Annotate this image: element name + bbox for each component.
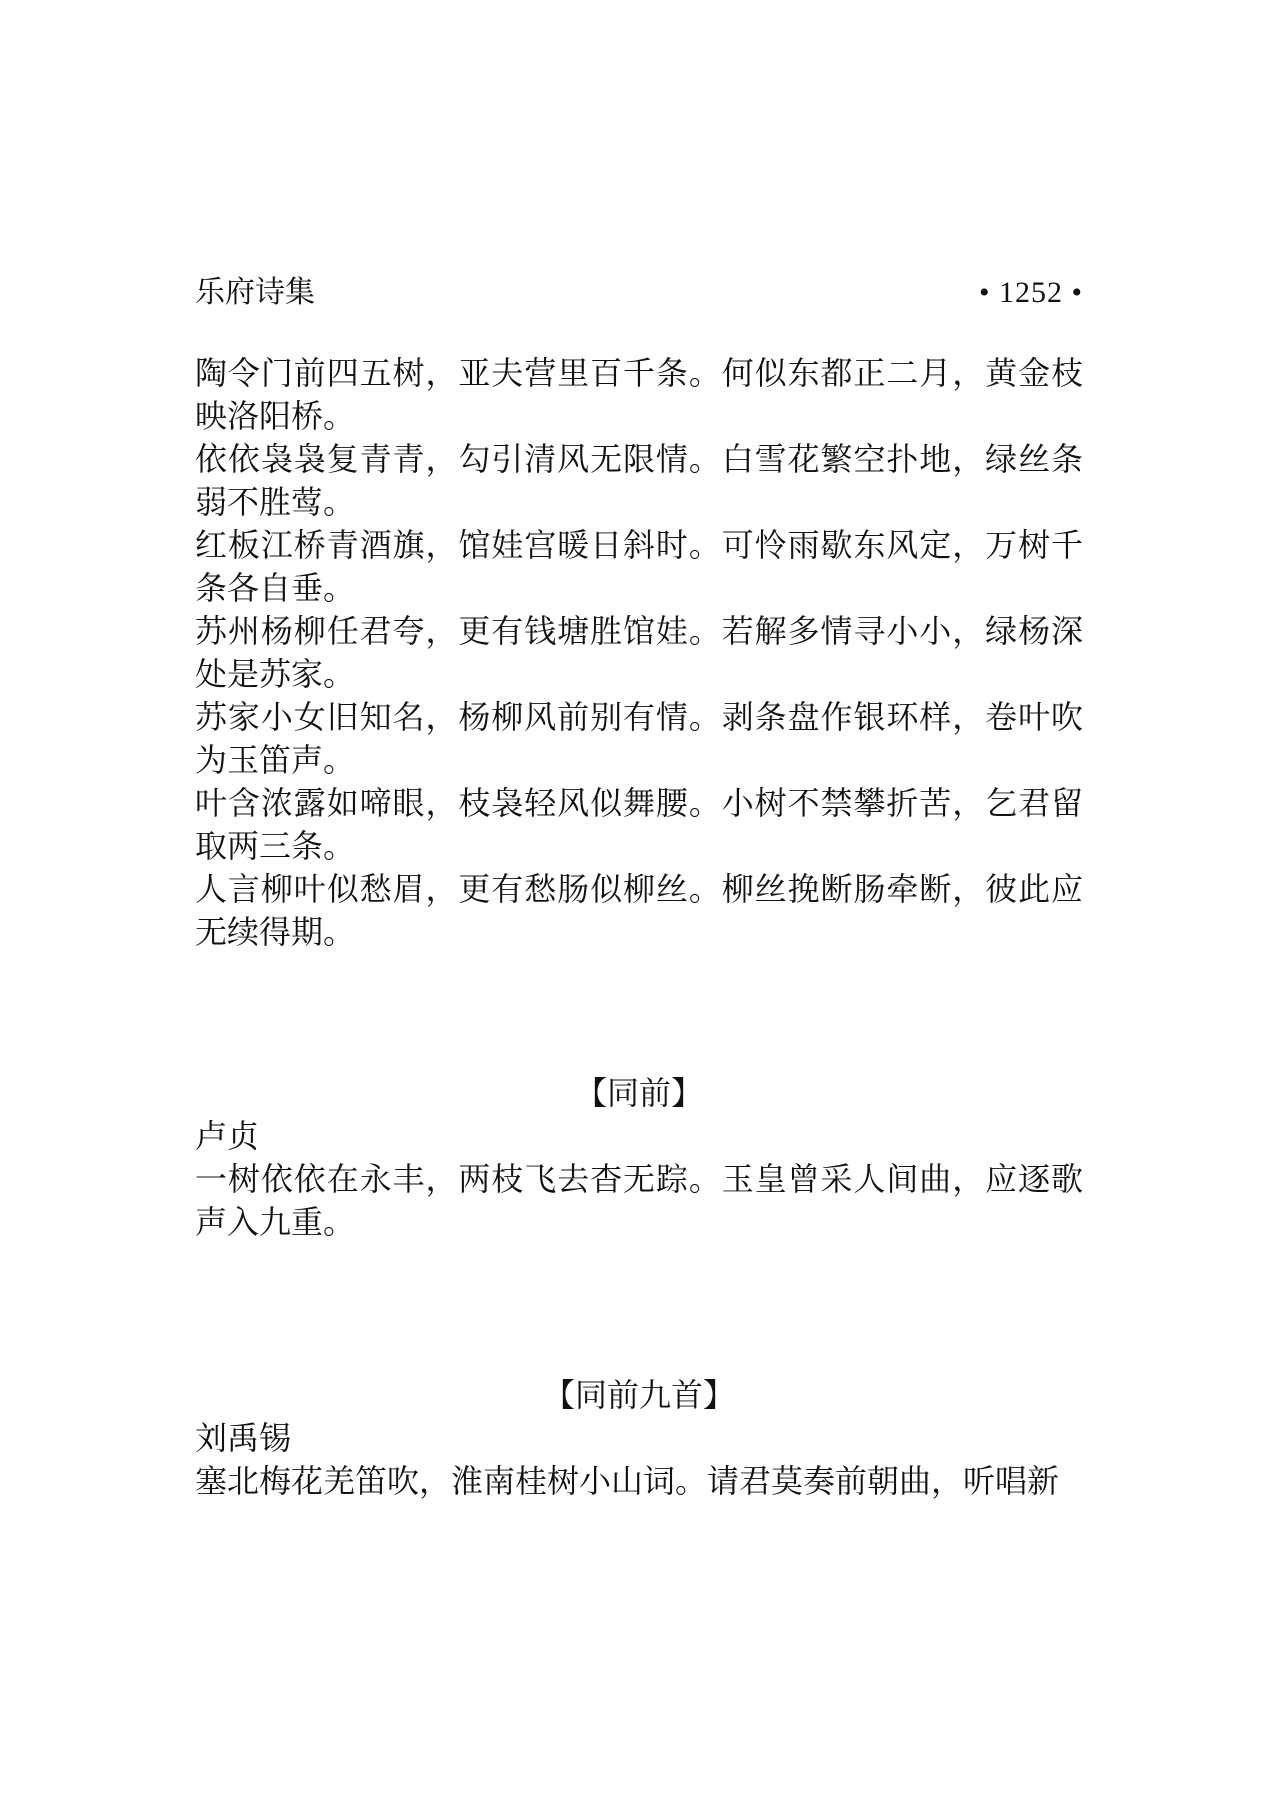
poem-stanza: 叶含浓露如啼眼，枝袅轻风似舞腰。小树不禁攀折苦，乞君留取两三条。 — [195, 784, 1083, 865]
section-tong-qian — [195, 1072, 1083, 1244]
author-name: 卢贞 — [195, 1117, 260, 1155]
poem-stanza: 塞北梅花羌笛吹，淮南桂树小山词。请君莫奏前朝曲，听唱新 — [195, 1462, 1060, 1500]
page-number: • 1252 • — [978, 276, 1083, 309]
section-title: 【同前九首】 — [542, 1376, 735, 1414]
page-header — [195, 268, 1083, 318]
poem-stanza: 陶令门前四五树，亚夫营里百千条。何似东都正二月，黄金枝映洛阳桥。 — [195, 354, 1083, 435]
poem-stanza: 红板江桥青酒旗，馆娃宫暖日斜时。可怜雨歇东风定，万树千条各自垂。 — [195, 526, 1083, 607]
section-title: 【同前】 — [574, 1074, 703, 1112]
book-title: 乐府诗集 — [195, 275, 315, 310]
author-name: 刘禹锡 — [195, 1419, 292, 1457]
poem-stanza: 人言柳叶似愁眉，更有愁肠似柳丝。柳丝挽断肠牵断，彼此应无续得期。 — [195, 870, 1083, 951]
section-tong-qian-jiu-shou — [195, 1374, 1083, 1503]
book-page — [195, 268, 1083, 1503]
poem-stanza: 苏家小女旧知名，杨柳风前别有情。剥条盘作银环样，卷叶吹为玉笛声。 — [195, 698, 1083, 779]
poem-stanza: 苏州杨柳任君夸，更有钱塘胜馆娃。若解多情寻小小，绿杨深处是苏家。 — [195, 612, 1083, 693]
poem-stanza: 一树依依在永丰，两枝飞去杳无踪。玉皇曾采人间曲，应逐歌声入九重。 — [195, 1160, 1083, 1241]
poem-list-top — [195, 352, 1083, 954]
poem-stanza: 依依袅袅复青青，勾引清风无限情。白雪花繁空扑地，绿丝条弱不胜莺。 — [195, 440, 1083, 521]
